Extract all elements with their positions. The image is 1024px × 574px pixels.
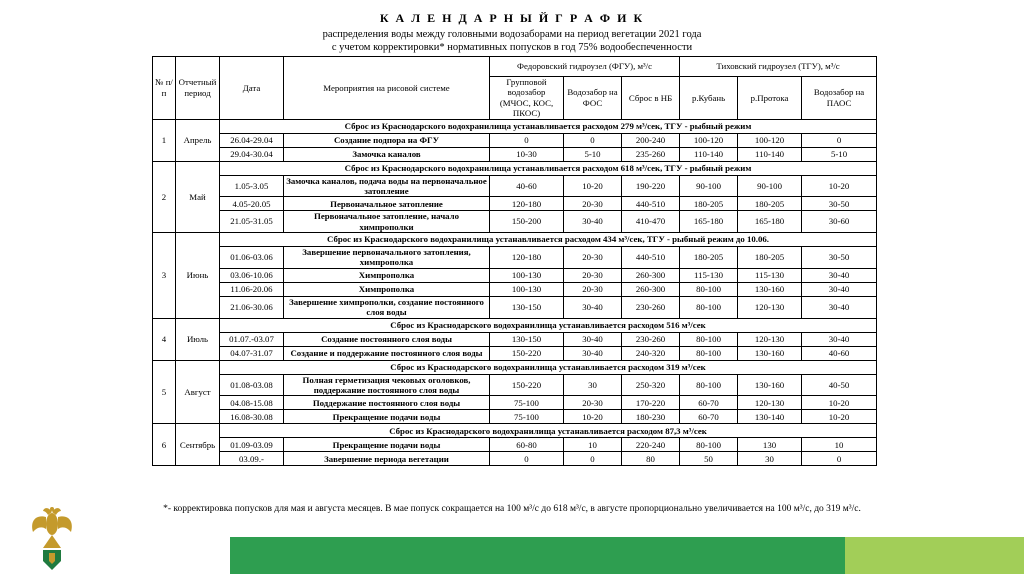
value-cell: 130-140 [738, 410, 802, 424]
value-cell: 0 [802, 133, 877, 147]
measure-cell: Создание постоянного слоя воды [284, 332, 490, 346]
value-cell: 150-220 [490, 346, 564, 360]
header-num: № п/п [153, 57, 176, 120]
section-note-row [153, 119, 877, 133]
section-note-row [153, 360, 877, 374]
date-cell: 16.08-30.08 [220, 410, 284, 424]
value-cell: 30-40 [802, 296, 877, 318]
measure-cell: Замочка каналов, подача воды на первоначальное затопление [284, 175, 490, 197]
value-cell: 100-120 [738, 133, 802, 147]
value-cell: 30-40 [802, 282, 877, 296]
value-cell: 60-80 [490, 438, 564, 452]
header-tgu-sub2: р.Протока [738, 77, 802, 120]
title-block [0, 11, 1024, 54]
data-row [153, 197, 877, 211]
section-note: Сброс из Краснодарского водохранилища устанавливается расходом 618 м³/сек, ТГУ - рыбный режим [220, 161, 877, 175]
value-cell: 20-30 [564, 197, 622, 211]
data-row [153, 452, 877, 466]
schedule-table-header [153, 57, 877, 120]
page-subtitle-2: с учетом корректировки* нормативных попусков в год 75% водообеспеченности [331, 42, 693, 54]
data-row [153, 133, 877, 147]
measure-cell: Создание подпора на ФГУ [284, 133, 490, 147]
section-note: Сброс из Краснодарского водохранилища устанавливается расходом 434 м³/сек, ТГУ - рыбный режим до 10.06. [220, 233, 877, 247]
section-month: Апрель [176, 119, 220, 161]
value-cell: 30 [738, 452, 802, 466]
header-period: Отчетный период [176, 57, 220, 120]
data-row [153, 268, 877, 282]
value-cell: 220-240 [622, 438, 680, 452]
section-note: Сброс из Краснодарского водохранилища устанавливается расходом 87,3 м³/сек [220, 424, 877, 438]
date-cell: 26.04-29.04 [220, 133, 284, 147]
value-cell: 130-160 [738, 282, 802, 296]
data-row [153, 147, 877, 161]
value-cell: 240-320 [622, 346, 680, 360]
section-number: 1 [153, 119, 176, 161]
value-cell: 130-160 [738, 374, 802, 396]
value-cell: 440-510 [622, 247, 680, 269]
header-tgu-sub3: Водозабор на ПАОС [802, 77, 877, 120]
measure-cell: Создание и поддержание постоянного слоя воды [284, 346, 490, 360]
value-cell: 30-60 [802, 211, 877, 233]
value-cell: 130 [738, 438, 802, 452]
value-cell: 10-20 [802, 410, 877, 424]
value-cell: 20-30 [564, 247, 622, 269]
value-cell: 80-100 [680, 374, 738, 396]
date-cell: 01.07.-03.07 [220, 332, 284, 346]
data-row [153, 410, 877, 424]
measure-cell: Замочка каналов [284, 147, 490, 161]
header-date: Дата [220, 57, 284, 120]
footer-bar-light [845, 537, 1024, 574]
value-cell: 100-130 [490, 268, 564, 282]
value-cell: 180-205 [738, 247, 802, 269]
section-month: Июль [176, 318, 220, 360]
header-tgu-group: Тиховский гидроузел (ТГУ), м³/с [680, 57, 877, 77]
value-cell: 90-100 [680, 175, 738, 197]
data-row [153, 438, 877, 452]
date-cell: 4.05-20.05 [220, 197, 284, 211]
measure-cell: Химпрополка [284, 268, 490, 282]
section-number: 5 [153, 360, 176, 424]
value-cell: 165-180 [738, 211, 802, 233]
value-cell: 5-10 [564, 147, 622, 161]
value-cell: 170-220 [622, 396, 680, 410]
header-measures: Мероприятия на рисовой системе [284, 57, 490, 120]
date-cell: 1.05-3.05 [220, 175, 284, 197]
value-cell: 230-260 [622, 296, 680, 318]
value-cell: 115-130 [738, 268, 802, 282]
value-cell: 80 [622, 452, 680, 466]
value-cell: 440-510 [622, 197, 680, 211]
value-cell: 20-30 [564, 396, 622, 410]
value-cell: 120-130 [738, 296, 802, 318]
value-cell: 250-320 [622, 374, 680, 396]
section-note: Сброс из Краснодарского водохранилища устанавливается расходом 516 м³/сек [220, 318, 877, 332]
header-fgu-group: Федоровский гидроузел (ФГУ), м³/с [490, 57, 680, 77]
value-cell: 130-160 [738, 346, 802, 360]
value-cell: 80-100 [680, 332, 738, 346]
value-cell: 180-230 [622, 410, 680, 424]
value-cell: 260-300 [622, 268, 680, 282]
measure-cell: Первоначальное затопление [284, 197, 490, 211]
date-cell: 04.07-31.07 [220, 346, 284, 360]
value-cell: 30-50 [802, 247, 877, 269]
value-cell: 0 [564, 452, 622, 466]
section-month: Май [176, 161, 220, 233]
value-cell: 10-20 [802, 175, 877, 197]
date-cell: 01.06-03.06 [220, 247, 284, 269]
value-cell: 100-120 [680, 133, 738, 147]
section-note: Сброс из Краснодарского водохранилища устанавливается расходом 319 м³/сек [220, 360, 877, 374]
section-note-row [153, 318, 877, 332]
section-note-row [153, 233, 877, 247]
value-cell: 60-70 [680, 410, 738, 424]
footnote: *- корректировка попусков для мая и августа месяцев. В мае попуск сокращается на 100 м³/с до 618 м³/с, в августе пропорционально увеличивается на 100 м³/с, до 319 м³/с. [163, 504, 861, 514]
value-cell: 120-180 [490, 197, 564, 211]
date-cell: 29.04-30.04 [220, 147, 284, 161]
date-cell: 01.08-03.08 [220, 374, 284, 396]
value-cell: 80-100 [680, 282, 738, 296]
page-title: К А Л Е Н Д А Р Н Ы Й Г Р А Ф И К [379, 11, 645, 25]
section-note-row [153, 424, 877, 438]
value-cell: 90-100 [738, 175, 802, 197]
value-cell: 10 [564, 438, 622, 452]
data-row [153, 247, 877, 269]
agency-emblem-graphic [28, 503, 76, 571]
measure-cell: Прекращение подачи воды [284, 410, 490, 424]
value-cell: 40-50 [802, 374, 877, 396]
value-cell: 0 [490, 452, 564, 466]
value-cell: 30-40 [564, 332, 622, 346]
value-cell: 30-40 [564, 211, 622, 233]
value-cell: 0 [490, 133, 564, 147]
value-cell: 230-260 [622, 332, 680, 346]
date-cell: 21.06-30.06 [220, 296, 284, 318]
measure-cell: Химпрополка [284, 282, 490, 296]
value-cell: 50 [680, 452, 738, 466]
value-cell: 110-140 [738, 147, 802, 161]
date-cell: 01.09-03.09 [220, 438, 284, 452]
value-cell: 40-60 [490, 175, 564, 197]
section-note-row [153, 161, 877, 175]
value-cell: 75-100 [490, 396, 564, 410]
schedule-table [152, 56, 877, 466]
date-cell: 04.08-15.08 [220, 396, 284, 410]
date-cell: 03.09.- [220, 452, 284, 466]
value-cell: 200-240 [622, 133, 680, 147]
value-cell: 10 [802, 438, 877, 452]
value-cell: 30-40 [564, 346, 622, 360]
value-cell: 180-205 [680, 197, 738, 211]
value-cell: 20-30 [564, 282, 622, 296]
schedule-table-body [153, 119, 877, 466]
data-row [153, 282, 877, 296]
value-cell: 235-260 [622, 147, 680, 161]
date-cell: 21.05-31.05 [220, 211, 284, 233]
data-row [153, 396, 877, 410]
section-number: 6 [153, 424, 176, 466]
section-month: Август [176, 360, 220, 424]
value-cell: 30-40 [564, 296, 622, 318]
value-cell: 10-20 [802, 396, 877, 410]
value-cell: 20-30 [564, 268, 622, 282]
value-cell: 110-140 [680, 147, 738, 161]
value-cell: 80-100 [680, 296, 738, 318]
value-cell: 10-20 [564, 410, 622, 424]
measure-cell: Поддержание постоянного слоя воды [284, 396, 490, 410]
section-number: 4 [153, 318, 176, 360]
data-row [153, 346, 877, 360]
data-row [153, 332, 877, 346]
data-row [153, 296, 877, 318]
header-fgu-sub2: Водозабор на ФОС [564, 77, 622, 120]
value-cell: 60-70 [680, 396, 738, 410]
header-fgu-sub1: Групповой водозабор (МЧОС, КОС, ПКОС) [490, 77, 564, 120]
value-cell: 120-130 [738, 332, 802, 346]
value-cell: 10-20 [564, 175, 622, 197]
measure-cell: Полная герметизация чековых оголовков, поддержание постоянного слоя воды [284, 374, 490, 396]
value-cell: 5-10 [802, 147, 877, 161]
data-row [153, 211, 877, 233]
section-number: 2 [153, 161, 176, 233]
value-cell: 40-60 [802, 346, 877, 360]
section-note: Сброс из Краснодарского водохранилища устанавливается расходом 279 м³/сек, ТГУ - рыбный режим [220, 119, 877, 133]
value-cell: 80-100 [680, 438, 738, 452]
measure-cell: Первоначальное затопление, начало химпрополки [284, 211, 490, 233]
date-cell: 11.06-20.06 [220, 282, 284, 296]
value-cell: 75-100 [490, 410, 564, 424]
value-cell: 30-40 [802, 268, 877, 282]
value-cell: 120-130 [738, 396, 802, 410]
value-cell: 150-220 [490, 374, 564, 396]
emblem-eagle [32, 507, 72, 548]
measure-cell: Завершение периода вегетации [284, 452, 490, 466]
header-tgu-sub1: р.Кубань [680, 77, 738, 120]
header-fgu-sub3: Сброс в НБ [622, 77, 680, 120]
section-month: Сентябрь [176, 424, 220, 466]
value-cell: 130-150 [490, 332, 564, 346]
data-row [153, 175, 877, 197]
value-cell: 115-130 [680, 268, 738, 282]
value-cell: 10-30 [490, 147, 564, 161]
value-cell: 260-300 [622, 282, 680, 296]
measure-cell: Прекращение подачи воды [284, 438, 490, 452]
value-cell: 30-40 [802, 332, 877, 346]
measure-cell: Завершение химпрополки, создание постоянного слоя воды [284, 296, 490, 318]
agency-emblem [28, 503, 76, 571]
value-cell: 30 [564, 374, 622, 396]
data-row [153, 374, 877, 396]
value-cell: 410-470 [622, 211, 680, 233]
value-cell: 190-220 [622, 175, 680, 197]
value-cell: 130-150 [490, 296, 564, 318]
value-cell: 180-205 [738, 197, 802, 211]
page-subtitle-1: распределения воды между головными водозаборами на период вегетации 2021 года [322, 29, 702, 40]
value-cell: 120-180 [490, 247, 564, 269]
value-cell: 150-200 [490, 211, 564, 233]
value-cell: 80-100 [680, 346, 738, 360]
value-cell: 180-205 [680, 247, 738, 269]
section-number: 3 [153, 233, 176, 319]
footer-bar-dark [230, 537, 845, 574]
value-cell: 0 [802, 452, 877, 466]
measure-cell: Завершение первоначального затопления, химпрополка [284, 247, 490, 269]
section-month: Июнь [176, 233, 220, 319]
value-cell: 30-50 [802, 197, 877, 211]
date-cell: 03.06-10.06 [220, 268, 284, 282]
value-cell: 165-180 [680, 211, 738, 233]
value-cell: 100-130 [490, 282, 564, 296]
value-cell: 0 [564, 133, 622, 147]
